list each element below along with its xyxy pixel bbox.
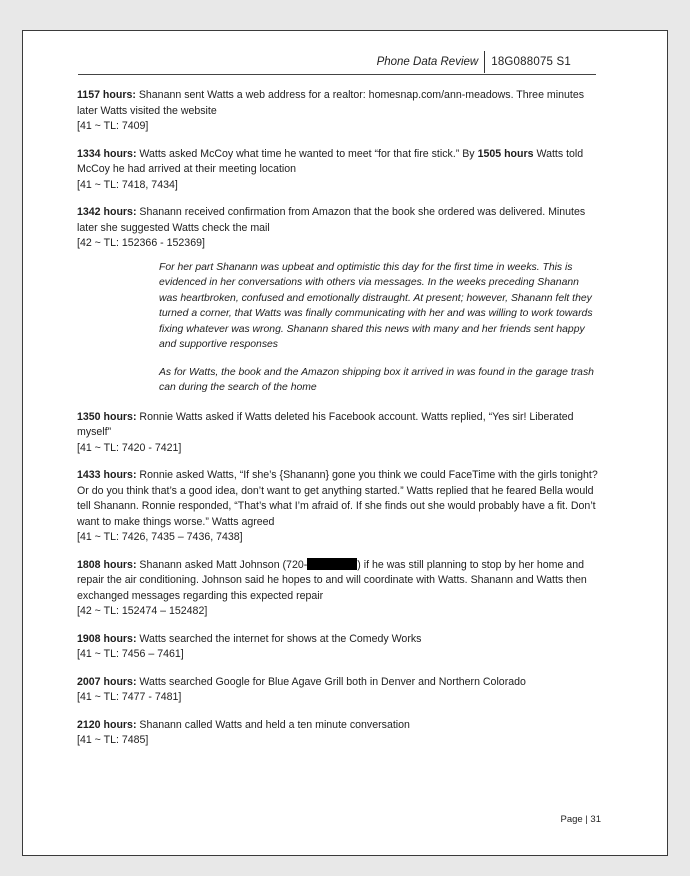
entry-reference: [41 ~ TL: 7456 – 7461] (77, 648, 184, 660)
entry-text: Watts searched the internet for shows at the Comedy Works (136, 632, 422, 645)
entry-reference: [41 ~ TL: 7485] (77, 734, 149, 746)
entry-reference: [41 ~ TL: 7477 - 7481] (77, 691, 182, 703)
entry-text: Ronnie Watts asked if Watts deleted his Facebook account. Watts replied, “Yes sir! Liberated myself” (77, 410, 574, 438)
header-divider (484, 51, 485, 73)
redaction-block (307, 558, 357, 570)
entry-text-continued: Watts told McCoy he had arrived at their meeting location (77, 147, 584, 175)
entry-time: 1908 hours: (77, 632, 137, 645)
case-number: 18G088075 S1 (491, 56, 571, 68)
entry-text-continued: ) if he was still planning to stop by her home and repair the air conditioning. Johnson said he hopes to and will coordinate with Watts. Shanann and Watts then exchanged messages regarding this expected repair (77, 558, 587, 602)
entry-text: Shanann received confirmation from Amazon that the book she ordered was delivered. Minutes later she suggested Watts check the mail (77, 206, 586, 234)
timeline-entry (77, 558, 599, 620)
entry-time-secondary: 1505 hours (477, 147, 534, 160)
entry-time: 2007 hours: (77, 675, 137, 688)
timeline-entry (77, 632, 599, 663)
entry-text: Shanann called Watts and held a ten minute conversation (136, 718, 410, 731)
timeline-entry (77, 718, 599, 749)
document-page (22, 30, 668, 856)
timeline-entry (77, 675, 599, 706)
entry-time: 1342 hours: (77, 206, 137, 218)
timeline-entry (77, 88, 599, 135)
timeline-entry (77, 205, 599, 252)
entry-time: 1350 hours: (77, 410, 137, 423)
timeline-entries (77, 88, 599, 761)
page-number: Page | 31 (560, 814, 601, 825)
header-rule (78, 74, 596, 75)
entry-time: 2120 hours: (77, 718, 137, 731)
entry-reference: [41 ~ TL: 7418, 7434] (77, 178, 178, 191)
entry-text: Shanann sent Watts a web address for a realtor: homesnap.com/ann-meadows. Three minutes later Watts visited the website (77, 89, 585, 117)
entry-text: Shanann asked Matt Johnson (720- (136, 558, 308, 571)
note-paragraph: As for Watts, the book and the Amazon shipping box it arrived in was found in the garage trash can during the search of the home (159, 366, 594, 393)
entry-time: 1433 hours: (77, 469, 137, 481)
entry-text: Ronnie asked Watts, “If she’s {Shanann} gone you think we could FaceTime with the girls tonight? Or do you think that’s a good idea, don’t want to get anything started.” Watts replied that he feared Bella would tell Shanann. Ronnie responded, “That’s what I’m afraid of. If she finds out she would probably have a fit. Don’t want to make things worse.” Watts agreed (77, 469, 598, 528)
document-title: Phone Data Review (376, 56, 479, 68)
page-header (377, 51, 571, 73)
investigator-note (159, 260, 599, 396)
entry-reference: [41 ~ TL: 7409] (77, 120, 149, 132)
timeline-entry (77, 410, 599, 457)
note-paragraph: For her part Shanann was upbeat and optimistic this day for the first time in weeks. This is evidenced in her conversations with others via messages. In the weeks preceding Shanann was heartbroken, confused and emotionally distraught. At present; however, Shanann felt they turned a corner, that Watts was finally communicating with her and was willing to work towards fixing whatever was wrong. Shanann shared this news with many and her friends sent happy and supportive responses (159, 261, 593, 350)
entry-reference: [41 ~ TL: 7426, 7435 – 7436, 7438] (77, 531, 243, 543)
timeline-entry (77, 468, 599, 546)
timeline-entry (77, 147, 599, 194)
entry-time: 1808 hours: (77, 558, 137, 571)
entry-reference: [42 ~ TL: 152474 – 152482] (77, 605, 208, 617)
entry-time: 1157 hours: (77, 89, 136, 101)
entry-reference: [41 ~ TL: 7420 - 7421] (77, 441, 182, 454)
entry-text: Watts asked McCoy what time he wanted to meet “for that fire stick.” By (136, 147, 478, 160)
entry-reference: [42 ~ TL: 152366 - 152369] (77, 237, 205, 249)
entry-text: Watts searched Google for Blue Agave Grill both in Denver and Northern Colorado (136, 675, 526, 688)
entry-time: 1334 hours: (77, 147, 137, 160)
